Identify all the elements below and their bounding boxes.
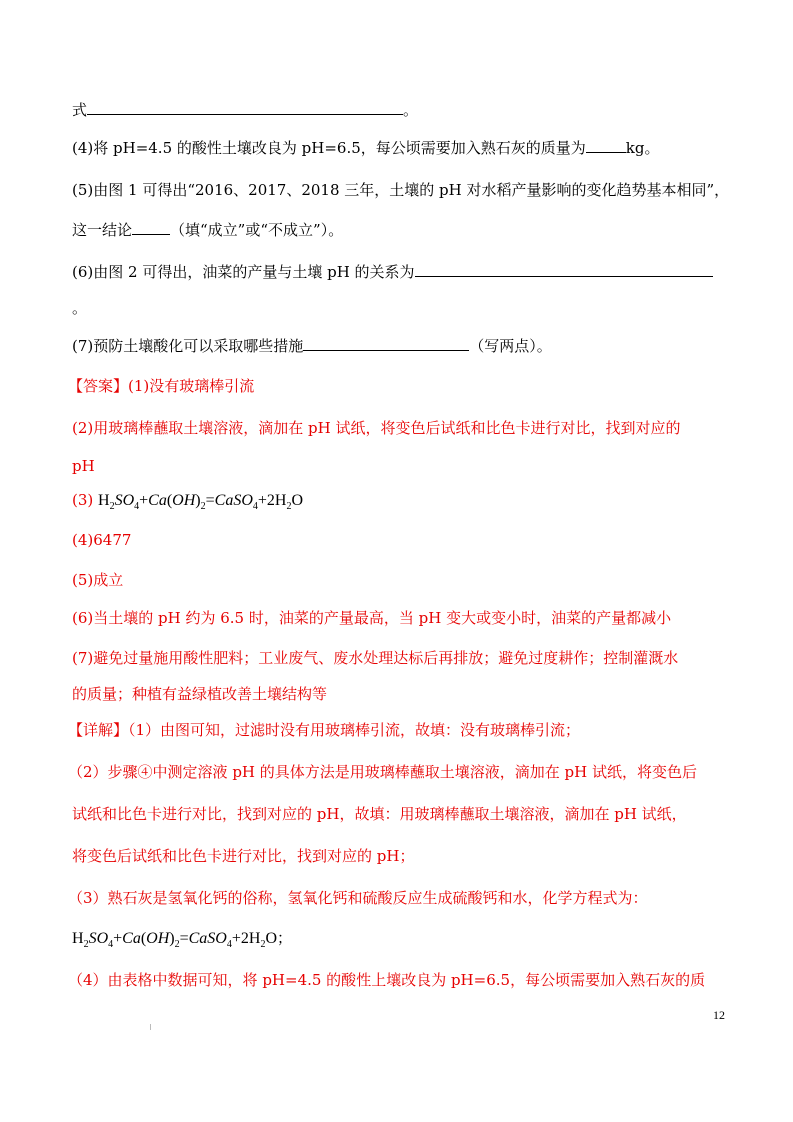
q7-text: (7)预防土壤酸化可以采取哪些措施 xyxy=(72,337,304,355)
detail-1: （1）由图可知，过滤时没有用玻璃棒引流，故填：没有玻璃棒引流； xyxy=(128,721,581,739)
answer-7-text-cont: 的质量；种植有益绿植改善土壤结构等 xyxy=(72,685,328,703)
answer-line1 xyxy=(68,376,254,396)
answer-7-line2 xyxy=(72,684,327,704)
detail-3-eq-suffix: ； xyxy=(277,929,293,947)
answer-7-line1 xyxy=(72,648,678,668)
answer-4: (4)6477 xyxy=(72,531,132,549)
q4-unit: kg。 xyxy=(625,139,660,157)
q5-answer-blank xyxy=(132,220,170,235)
q7-answer-blank xyxy=(303,336,469,351)
answer-6: (6)当土壤的 pH 约为 6.5 时，油菜的产量最高，当 pH 变大或变小时，油菜的产量都减小 xyxy=(72,609,672,627)
answer-5-line xyxy=(72,570,123,590)
q5-line1 xyxy=(72,180,729,200)
q6-answer-blank xyxy=(415,262,713,277)
chemical-equation-2: $H_2SO_4+Ca(OH)_2=CaSO_4+2H_2O$ xyxy=(72,930,277,951)
detail-line1 xyxy=(68,720,580,740)
q3-suffix: 。 xyxy=(403,101,419,119)
answer-2-text: (2)用玻璃棒蘸取土壤溶液，滴加在 pH 试纸，将变色后试纸和比色卡进行对比，找到对应的 xyxy=(72,419,681,437)
detail-2-text-cont1: 试纸和比色卡进行对比，找到对应的 pH，故填：用玻璃棒蘸取土壤溶液，滴加在 pH 试纸， xyxy=(72,805,687,823)
scan-mark xyxy=(150,1024,151,1030)
detail-3-line1 xyxy=(68,888,648,908)
answer-7-text: (7)避免过量施用酸性肥料；工业废气、废水处理达标后再排放；避免过度耕作；控制灌溉水 xyxy=(72,649,679,667)
q5-line2 xyxy=(72,220,343,240)
chemical-equation-1: $H_2SO_4+Ca(OH)_2=CaSO_4+2H_2O$ xyxy=(98,492,304,513)
q5-text: (5)由图 1 可得出“2016、2017、2018 三年，土壤的 pH 对水稻产量影响的变化趋势基本相同”， xyxy=(72,181,730,199)
q6-tail-line xyxy=(72,298,87,318)
detail-4-line1 xyxy=(68,970,705,990)
detail-2-line2 xyxy=(72,804,687,824)
q5-prefix: 这一结论 xyxy=(72,221,133,239)
answer-2-text-cont: pH xyxy=(72,457,95,475)
q6-text: (6)由图 2 可得出，油菜的产量与土壤 pH 的关系为 xyxy=(72,263,415,281)
answer-3-label: (3) xyxy=(72,491,99,509)
detail-2-line1 xyxy=(68,762,697,782)
q6-line xyxy=(72,262,713,282)
detail-2-text: （2）步骤④中测定溶液 pH 的具体方法是用玻璃棒蘸取土壤溶液，滴加在 pH 试纸，将变色后 xyxy=(68,763,697,781)
answer-5: (5)成立 xyxy=(72,571,124,589)
answer-2-line2 xyxy=(72,456,95,476)
answer-1: (1)没有玻璃棒引流 xyxy=(128,377,255,395)
answer-2-line1 xyxy=(72,418,680,438)
detail-3-equation-line xyxy=(72,928,292,955)
q4-answer-blank xyxy=(586,138,626,153)
answer-4-line xyxy=(72,530,131,550)
q3-prefix: 式 xyxy=(72,101,88,119)
detail-2-line3 xyxy=(72,846,414,866)
q3-answer-blank xyxy=(87,100,403,115)
q4-line xyxy=(72,138,659,158)
answer-6-line xyxy=(72,608,671,628)
answer-3-line xyxy=(72,490,303,517)
q3-tail-line xyxy=(72,100,418,120)
q7-line xyxy=(72,336,552,356)
q5-suffix: （填“成立”或“不成立”）。 xyxy=(170,221,344,239)
detail-label: 【详解】 xyxy=(68,721,129,739)
q7-suffix: （写两点）。 xyxy=(469,337,552,355)
page-number: 12 xyxy=(713,1008,725,1022)
q6-tail: 。 xyxy=(72,299,88,317)
detail-2-text-cont2: 将变色后试纸和比色卡进行对比，找到对应的 pH； xyxy=(72,847,415,865)
answer-label: 【答案】 xyxy=(68,377,129,395)
q4-text: (4)将 pH=4.5 的酸性土壤改良为 pH=6.5，每公顷需要加入熟石灰的质量为 xyxy=(72,139,586,157)
detail-4-text: （4）由表格中数据可知，将 pH=4.5 的酸性上壤改良为 pH=6.5，每公顷需要加入熟石灰的质 xyxy=(68,971,706,989)
detail-3-text: （3）熟石灰是氢氧化钙的俗称，氢氧化钙和硫酸反应生成硫酸钙和水，化学方程式为： xyxy=(68,889,648,907)
